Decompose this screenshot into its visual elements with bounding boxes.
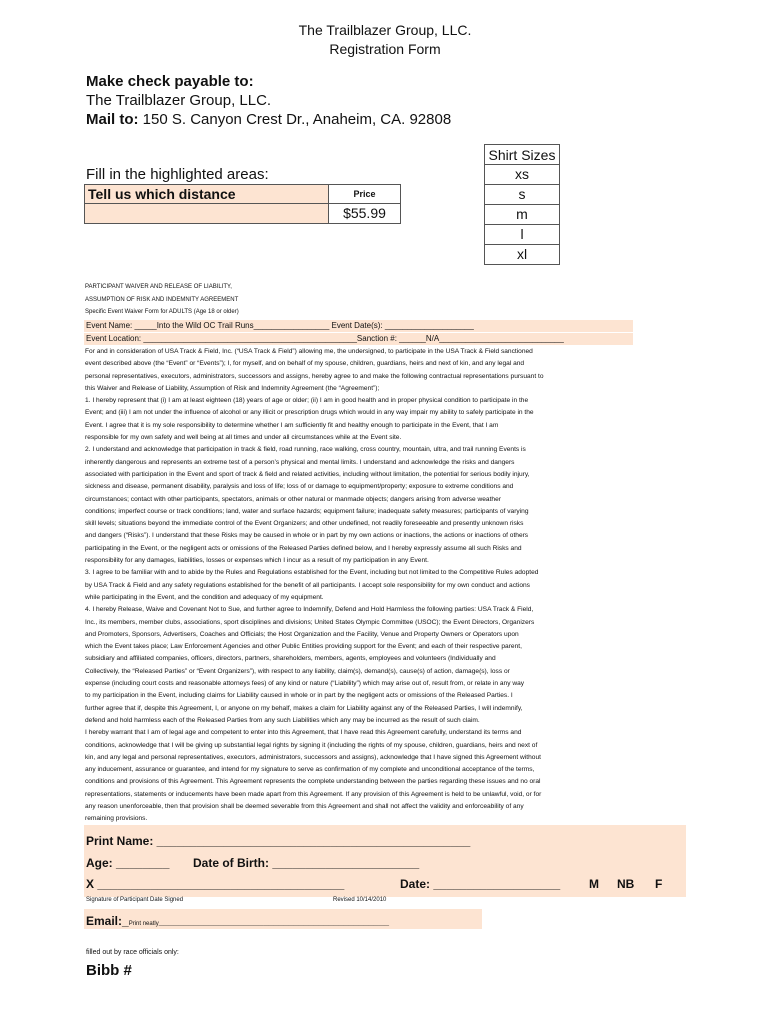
waiver-line: Collectively, the “Released Parties” or “Event Organizers”), with respect to any liability, claim(s), demand(s), cause(s) of action, damage(s), loss or	[85, 667, 510, 675]
waiver-line: sickness and disease, permanent disability, paralysis and loss of life; loss of or damage to equipment/property; exposure to extreme conditions and	[85, 483, 514, 491]
email-underline: ______________________________________________	[158, 917, 389, 927]
waiver-heading-3: Specific Event Waiver Form for ADULTS (Age 18 or older)	[85, 309, 239, 315]
check-payable-label: Make check payable to:	[86, 73, 254, 90]
shirt-sizes-header: Shirt Sizes	[484, 144, 560, 165]
waiver-line: remaining provisions.	[85, 815, 148, 823]
waiver-line: event described above (the “Event” or “Events”); I, for myself, and on behalf of my spouse, children, guardians, heirs and next of kin, and any legal and	[85, 360, 525, 368]
event-name-line: Event Name: _____Into the Wild OC Trail Runs_________________ Event Date(s): ____________________	[86, 321, 474, 330]
signature-caption: Signature of Participant Date Signed	[86, 897, 184, 903]
waiver-line: Event; and (iii) I am not under the influence of alcohol or any illicit or prescription drugs which would in any way impair my ability to safely participate in the	[85, 409, 534, 417]
waiver-line: inherently dangerous and represents an extreme test of a person’s physical and mental limits. I understand and acknowledge the risks and dangers	[85, 458, 515, 466]
waiver-line: associated with participation in the Event and sport of track & field and related activities, including without limitation, the potential for serious bodily injury,	[85, 470, 530, 478]
event-location-row[interactable]	[84, 333, 633, 345]
waiver-line: by USA Track & Field and any safety regulations established for the benefit of all participants. I accept sole responsibility for my own conduct and actions	[85, 581, 530, 589]
fill-instruction: Fill in the highlighted areas:	[86, 166, 269, 183]
waiver-line: I hereby warrant that I am of legal age and competent to enter into this Agreement, that I have read this Agreement carefully, understand its terms and	[85, 729, 522, 737]
waiver-line: subsidiary and affiliated companies, officers, directors, partners, shareholders, members, agents, employees and volunteers (Individually and	[85, 655, 496, 663]
revised-date: Revised 10/14/2010	[333, 897, 387, 903]
waiver-heading-2: ASSUMPTION OF RISK AND INDEMNITY AGREEMENT	[85, 297, 239, 303]
shirt-size-xl[interactable]: xl	[484, 245, 560, 265]
waiver-line: responsibility for any damages, liabilities, losses or expenses which I incur as a result of my participation in any Event.	[85, 557, 429, 565]
print-name-field[interactable]: Print Name: _______________________________________________	[86, 834, 471, 848]
waiver-line: and dangers (“Risks”). I understand that these Risks may be caused in whole or in part by my own actions or inactions, the actions or inactions of others	[85, 532, 529, 540]
waiver-line: skill levels; situations beyond the immediate control of the Event Organizers; and other undefined, not readily foreseeable and presently unknown risks	[85, 520, 524, 528]
bib-label: Bibb #	[86, 962, 132, 979]
shirt-size-m[interactable]: m	[484, 205, 560, 225]
waiver-line: For and in consideration of USA Track & Field, Inc. (“USA Track & Field”) allowing me, the undersigned, to participate in the USA Track & Field sanctioned	[85, 348, 533, 355]
waiver-line: circumstances; contact with other participants, spectators, animals or other natural or manmade objects; dangers arising from adverse weather	[85, 495, 501, 503]
waiver-line: representations, statements or inducements have been made apart from this Agreement. If any provision of this Agreement is held to be unlawful, void, or for	[85, 790, 542, 798]
signature-field[interactable]: X _____________________________________	[86, 877, 345, 891]
waiver-line: to my participation in the Event, including claims for Liability caused in whole or in part by the negligent acts or omissions of the Released Parties. I	[85, 692, 513, 700]
mail-to-line	[86, 111, 451, 128]
waiver-line: Event. I agree that it is my sole responsibility to determine whether I am sufficiently fit and healthy enough to participate in the Event, that I am	[85, 421, 499, 429]
waiver-line: defend and hold harmless each of the Released Parties from any such Liabilities which any may be incurred as the result of such claim.	[85, 716, 480, 724]
waiver-line: personal representatives, executors, administrators, successors and assigns, hereby agree to and make the following contractual representations pursuant to	[85, 372, 544, 380]
waiver-body	[85, 346, 625, 826]
dob-field[interactable]: Date of Birth: ______________________	[193, 856, 420, 870]
waiver-heading-1: PARTICIPANT WAIVER AND RELEASE OF LIABILITY,	[85, 284, 232, 290]
distance-table	[84, 184, 401, 224]
email-hint: Print neatly	[128, 921, 159, 927]
waiver-line: conditions and provisions of this Agreement. This Agreement represents the complete understanding between the parties regarding these issues and no oral	[85, 778, 541, 786]
distance-header-cell	[85, 185, 329, 204]
waiver-line: 4. I hereby Release, Waive and Covenant Not to Sue, and further agree to Indemnify, Defend and Hold Harmless the following parties: USA Track & Field,	[85, 606, 534, 614]
distance-input[interactable]	[85, 204, 329, 223]
waiver-line: Inc., its members, member clubs, associations, sport disciplines and divisions; United States Olympic Committee (USOC); the Event Directors, Organizers	[85, 618, 535, 626]
form-title-line1: The Trailblazer Group, LLC.	[298, 22, 472, 38]
price-value: $55.99	[343, 205, 386, 221]
mail-address: 150 S. Canyon Crest Dr., Anaheim, CA. 92808	[138, 111, 452, 128]
waiver-line: further agree that if, despite this Agreement, I, or anyone on my behalf, makes a claim for Liability against any of the Released Parties, I will indemnify,	[85, 704, 523, 712]
waiver-line: any inducement, assurance or guarantee, and intend for my signature to serve as confirmation of my complete and unconditional acceptance of the terms,	[85, 766, 535, 774]
form-title-line2: Registration Form	[329, 41, 441, 57]
event-name-row[interactable]	[84, 320, 633, 332]
waiver-line: this Waiver and Release of Liability, Assumption of Risk and Indemnity Agreement (the “Agreement”);	[85, 384, 380, 392]
age-field[interactable]: Age: ________	[86, 856, 170, 870]
event-location-line: Event Location: ________________________________________________Sanction #: ______N/A____________________________	[86, 334, 564, 343]
waiver-line: 3. I agree to be familiar with and to abide by the Rules and Regulations established for the Event, including but not limited to the Competitive Rules adopted	[85, 569, 539, 577]
email-line	[86, 912, 389, 930]
gender-m-option[interactable]: M	[589, 877, 599, 891]
waiver-line: conditions, acknowledge that I will be giving up substantial legal rights by signing it (including the rights of my spouse, children, guardians, heirs and next of	[85, 741, 538, 749]
mail-to-label: Mail to:	[86, 111, 139, 128]
price-label: Price	[329, 185, 400, 204]
waiver-line: while participating in the Event, and the condition and adequacy of my equipment.	[85, 593, 324, 601]
payee-name: The Trailblazer Group, LLC.	[86, 92, 272, 109]
waiver-line: conditions; imperfect course or track conditions; land, water and surface hazards; equipment failure; inadequate safety measures; participants of varying	[85, 507, 529, 515]
waiver-line: responsible for my own safety and well being at all times and under all circumstances while at the Event site.	[85, 434, 402, 442]
email-label: Email:_	[86, 914, 129, 928]
waiver-line: kin, and any legal and personal representatives, executors, administrators, successors and assigns), acknowledge that I have signed this Agreement without	[85, 753, 541, 761]
waiver-line: 1. I hereby represent that (i) I am at least eighteen (18) years of age or older; (ii) I am in good health and in proper physical condition to participate in the	[85, 397, 529, 405]
waiver-line: and Promoters, Sponsors, Advertisers, Coaches and Officials; the Host Organization and the Facility, Venue and Property Owners or Operators upon	[85, 630, 519, 638]
waiver-line: 2. I understand and acknowledge that participation in track & field, road running, race walking, cross country, mountain, ultra, and trail running Events is	[85, 446, 526, 454]
gender-nb-option[interactable]: NB	[617, 877, 635, 891]
shirt-size-l[interactable]: l	[484, 225, 560, 245]
waiver-line: which the Event takes place; Law Enforcement Agencies and other Public Entities providing support for the Event; and each of their respective parent,	[85, 643, 522, 651]
date-field[interactable]: Date: ___________________	[400, 877, 561, 891]
email-row[interactable]	[84, 909, 482, 929]
distance-label: Tell us which distance	[88, 186, 236, 202]
officials-note: filled out by race officials only:	[86, 949, 179, 956]
waiver-line: participating in the Event, or the negligent acts or omissions of the Released Parties defined below, and I hereby expressly assume all such Risks and	[85, 544, 522, 552]
waiver-line: any reason unenforceable, then that provision shall be deemed severable from this Agreement and shall not affect the validity and enforceability of any	[85, 802, 524, 810]
gender-f-option[interactable]: F	[655, 877, 663, 891]
shirt-size-s[interactable]: s	[484, 185, 560, 205]
waiver-line: expense (including court costs and reasonable attorneys fees) of any kind or nature (“Liability”) which may arise out of, result from, or relate in any way	[85, 680, 525, 688]
shirt-size-xs[interactable]: xs	[484, 165, 560, 185]
